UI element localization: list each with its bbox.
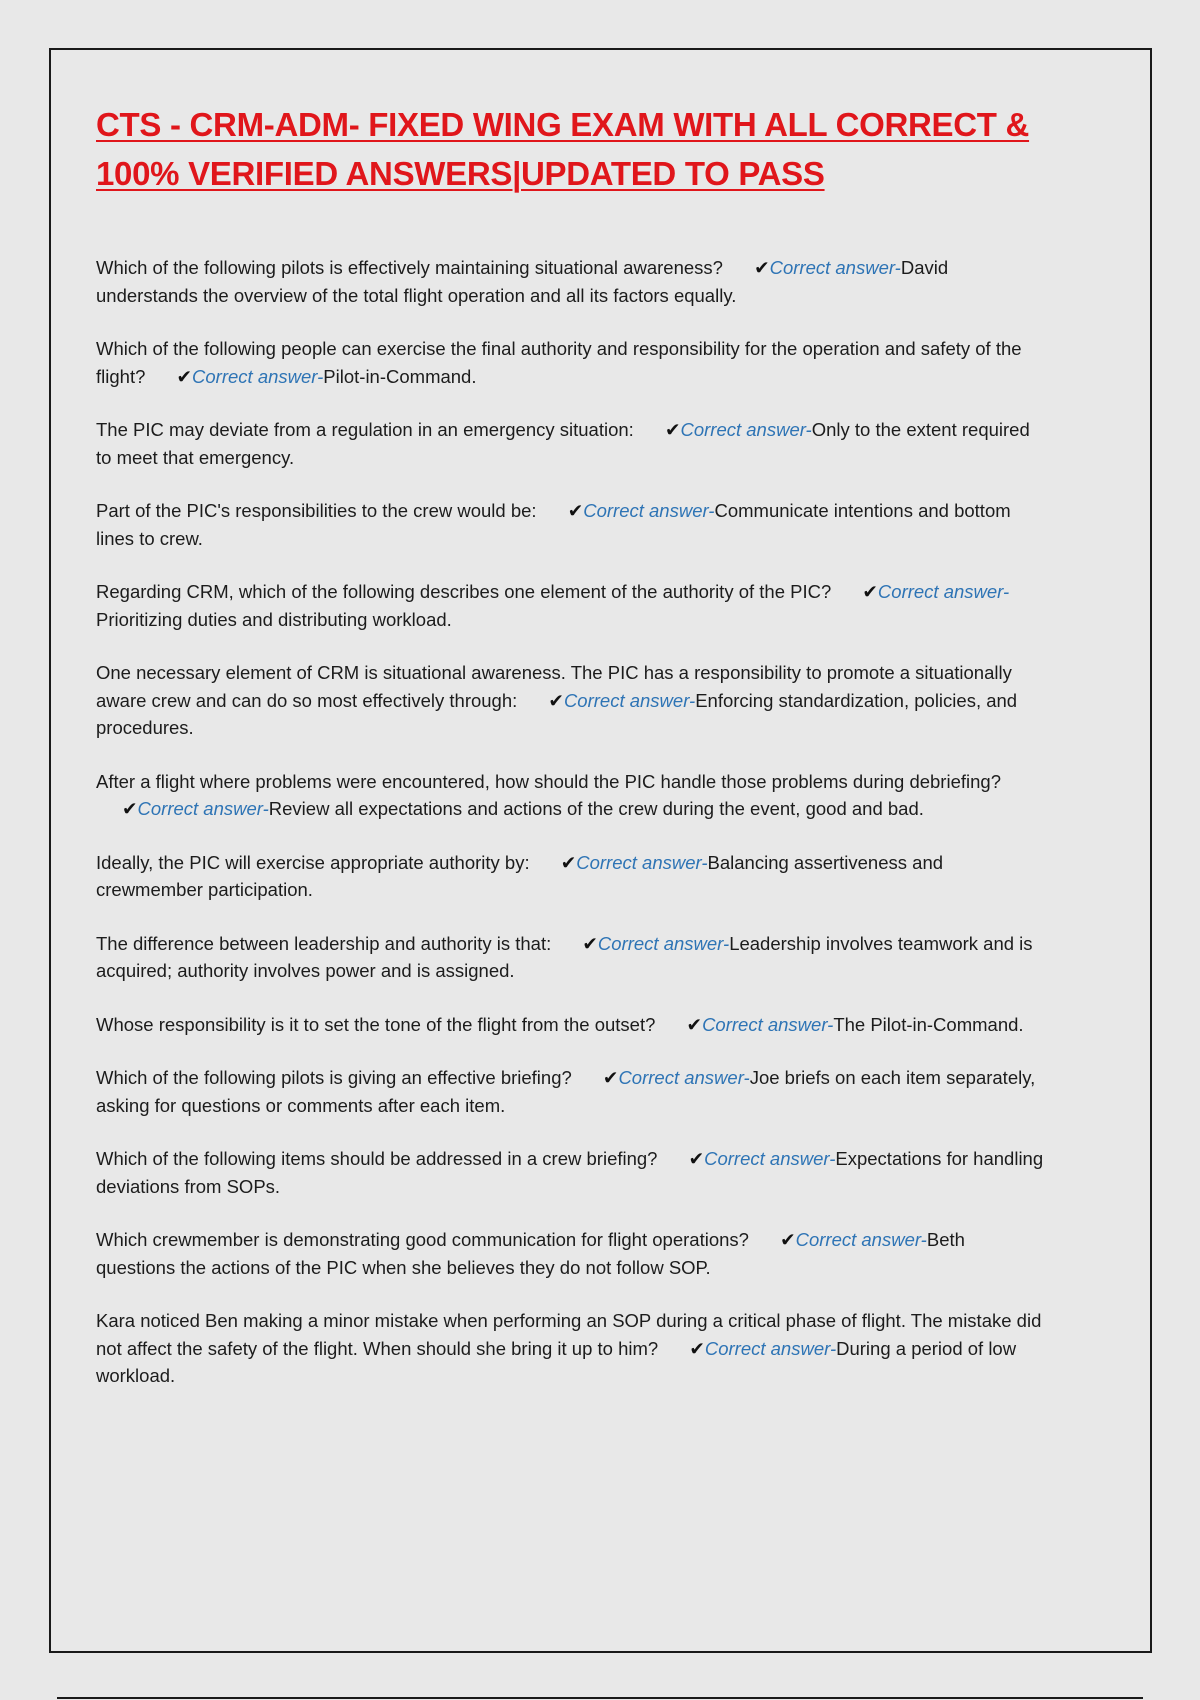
answer-text: Pilot-in-Command.	[323, 365, 477, 387]
checkmark-icon: ✔	[780, 1229, 796, 1250]
question-text: Which crewmember is demonstrating good communication for flight operations?	[96, 1229, 755, 1250]
checkmark-icon: ✔	[689, 1337, 705, 1359]
correct-answer-label: Correct answer-	[563, 689, 696, 711]
qa-list	[96, 254, 1046, 1390]
checkmark-icon: ✔	[122, 798, 138, 819]
correct-answer-label: Correct answer-	[680, 419, 812, 440]
qa-item	[96, 335, 1046, 390]
checkmark-icon: ✔	[567, 500, 584, 521]
qa-item	[96, 1064, 1046, 1119]
question-text: Which of the following pilots is giving an effective briefing?	[96, 1067, 577, 1088]
checkmark-icon: ✔	[548, 689, 564, 711]
qa-item	[96, 497, 1046, 552]
answer-text: During a period of low workload.	[96, 1337, 1017, 1386]
correct-answer-label: Correct answer-	[576, 851, 708, 873]
qa-item	[96, 1145, 1046, 1200]
qa-item	[96, 1011, 1046, 1039]
answer-text: Enforcing standardization, policies, and procedures.	[96, 689, 1018, 738]
correct-answer-label: Correct answer-	[769, 257, 901, 278]
checkmark-icon: ✔	[176, 365, 193, 387]
question-text: After a flight where problems were encountered, how should the PIC handle those problems during debriefing?	[96, 770, 1001, 792]
question-text: Regarding CRM, which of the following describes one element of the authority of the PIC?	[96, 581, 837, 602]
question-text: Which of the following pilots is effectively maintaining situational awareness?	[96, 257, 729, 278]
correct-answer-label: Correct answer-	[795, 1229, 927, 1250]
answer-text: David understands the overview of the total flight operation and all its factors equally.	[96, 257, 949, 306]
question-text: The PIC may deviate from a regulation in an emergency situation:	[96, 419, 639, 440]
answer-text: Balancing assertiveness and crewmember participation.	[96, 851, 944, 900]
question-text: Which of the following items should be addressed in a crew briefing?	[96, 1148, 663, 1169]
answer-text: Beth questions the actions of the PIC when she believes they do not follow SOP.	[96, 1229, 965, 1278]
qa-item	[96, 659, 1046, 742]
checkmark-icon: ✔	[688, 1148, 705, 1169]
correct-answer-label: Correct answer-	[583, 500, 715, 521]
question-text: One necessary element of CRM is situational awareness. The PIC has a responsibility to promote a situationally aware crew and can do so most effectively through:	[96, 662, 1012, 711]
answer-text: Joe briefs on each item separately, asking for questions or comments after each item.	[96, 1067, 1036, 1116]
answer-text: Only to the extent required to meet that emergency.	[96, 419, 1030, 468]
checkmark-icon: ✔	[754, 257, 770, 278]
qa-item	[96, 1226, 1046, 1281]
correct-answer-label: Correct answer-	[877, 581, 1010, 602]
correct-answer-label: Correct answer-	[618, 1067, 750, 1088]
qa-item	[96, 930, 1046, 985]
checkmark-icon: ✔	[664, 419, 681, 440]
checkmark-icon: ✔	[862, 581, 878, 602]
answer-text: The Pilot-in-Command.	[833, 1013, 1024, 1035]
answer-text: Leadership involves teamwork and is acquired; authority involves power and is assigned.	[96, 932, 1033, 981]
footer-rule	[57, 1697, 1143, 1699]
correct-answer-label: Correct answer-	[137, 798, 269, 819]
question-text: Whose responsibility is it to set the tone of the flight from the outset?	[96, 1013, 661, 1035]
answer-text: Prioritizing duties and distributing workload.	[96, 608, 452, 630]
qa-item	[96, 768, 1046, 823]
checkmark-icon: ✔	[686, 1013, 703, 1035]
correct-answer-label: Correct answer-	[702, 1013, 834, 1035]
question-text: Part of the PIC's responsibilities to the crew would be:	[96, 500, 542, 521]
qa-item	[96, 578, 1046, 633]
answer-text: Expectations for handling deviations from SOPs.	[96, 1148, 1044, 1197]
qa-item	[96, 849, 1046, 904]
document-body	[96, 100, 1046, 1416]
checkmark-icon: ✔	[560, 851, 577, 873]
correct-answer-label: Correct answer-	[704, 1148, 836, 1169]
correct-answer-label: Correct answer-	[704, 1337, 837, 1359]
correct-answer-label: Correct answer-	[597, 932, 730, 954]
question-text: Ideally, the PIC will exercise appropriate authority by:	[96, 851, 535, 873]
correct-answer-label: Correct answer-	[192, 365, 324, 387]
answer-text: Communicate intentions and bottom lines to crew.	[96, 500, 1011, 549]
question-text: Which of the following people can exercise the final authority and responsibility for the operation and safety of the flight?	[96, 338, 1022, 387]
checkmark-icon: ✔	[602, 1067, 619, 1088]
qa-item	[96, 416, 1046, 471]
qa-item	[96, 1307, 1046, 1390]
checkmark-icon: ✔	[582, 932, 598, 954]
question-text: The difference between leadership and authority is that:	[96, 932, 557, 954]
answer-text: Review all expectations and actions of the crew during the event, good and bad.	[268, 798, 924, 819]
question-text: Kara noticed Ben making a minor mistake when performing an SOP during a critical phase of flight. The mistake did not affect the safety of the flight. When should she bring it up to him?	[96, 1310, 1042, 1359]
qa-item	[96, 254, 1046, 309]
document-title: CTS - CRM-ADM- FIXED WING EXAM WITH ALL CORRECT & 100% VERIFIED ANSWERS|UPDATED TO PASS	[96, 106, 1030, 192]
